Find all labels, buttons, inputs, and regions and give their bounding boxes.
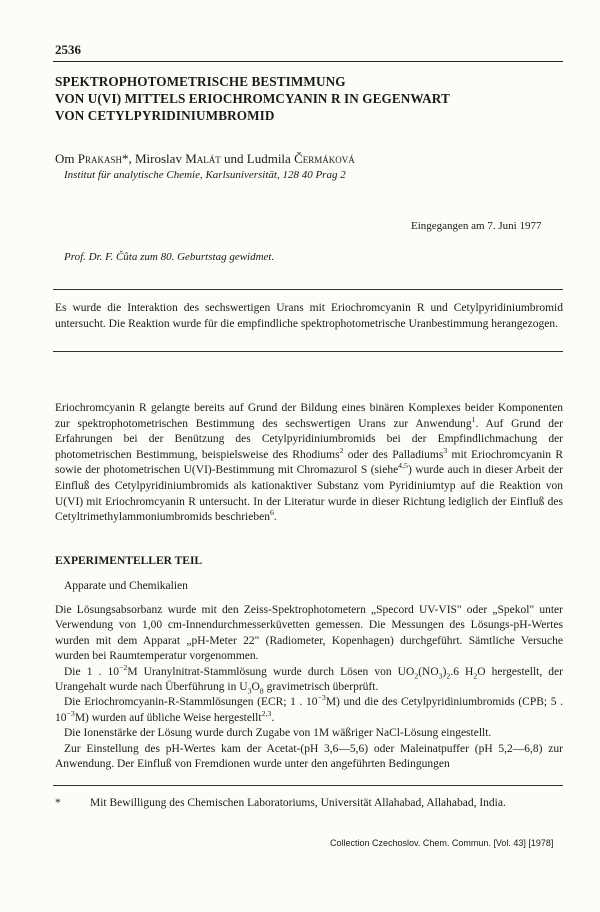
intro-paragraph bbox=[55, 401, 563, 526]
author-last-name: Prakash bbox=[77, 151, 122, 166]
received-date: Eingegangen am 7. Juni 1977 bbox=[411, 220, 542, 232]
author-last-name: Malát bbox=[185, 151, 221, 166]
body-paragraph: Die Lösungsabsorbanz wurde mit den Zeiss-Spektrophotometern „Specord UV-VIS" oder „Spekol" unter Verwendung von 1,00 cm-Innendurchmesserküvetten gemessen. Die Messungen des Lösungs-pH-Wertes wurden mit dem Apparat „pH-Meter 22" (Radiometer, Kopenhagen) durchgeführt. Sämtliche Versuche wurden bei Raumtemperatur vorgenommen. bbox=[55, 604, 563, 663]
experimental-body bbox=[55, 603, 563, 772]
author-separator: und Ludmila bbox=[220, 151, 295, 166]
affiliation: Institut für analytische Chemie, Karlsuniversität, 128 40 Prag 2 bbox=[64, 169, 346, 181]
page-number: 2536 bbox=[55, 42, 81, 57]
footnote-mark: * bbox=[55, 797, 61, 809]
title-line: SPEKTROPHOTOMETRISCHE BESTIMMUNG bbox=[55, 74, 346, 89]
intro-text: oder des Palladiums bbox=[343, 448, 444, 461]
intro-text: . Auf Grund der Erfahrungen bei der Benützung des Cetylpyridiniumbromids bei der Empfindlichmachung der photometrischen Bestimmung, beispielsweise des Rhodiums bbox=[55, 417, 563, 461]
body-paragraph: Die Eriochromcyanin-R-Stammlösungen (ECR; 1 . $10^{-3}M$) und die des Cetylpyridiniumbromids (CPB; 5 . $10^{-3}M$) wurden auf übliche Weise hergestellt$^{2,3}$. bbox=[55, 693, 563, 724]
intro-text: . bbox=[273, 511, 277, 524]
reference-mark[interactable]: 1 bbox=[471, 414, 476, 424]
abstract-rule-top bbox=[53, 289, 563, 290]
subsection-heading: Apparate und Chemikalien bbox=[64, 580, 188, 592]
intro-text: Eriochromcyanin R gelangte bereits auf Grund der Bildung eines binären Komplexes beider Komponenten zur spektrophotometrischen Bestimmung des sechswertigen Urans zur Anwendung bbox=[55, 402, 563, 430]
abstract-rule-bottom bbox=[53, 351, 563, 352]
footnote-text: Mit Bewilligung des Chemischen Laboratoriums, Universität Allahabad, Allahabad, India. bbox=[90, 797, 506, 809]
dedication: Prof. Dr. F. Čůta zum 80. Geburtstag gewidmet. bbox=[64, 251, 275, 263]
header-rule bbox=[53, 61, 563, 62]
title-line: VON CETYLPYRIDINIUMBROMID bbox=[55, 108, 275, 123]
author-footnote-mark: * bbox=[122, 151, 129, 166]
body-paragraph: Die Ionenstärke der Lösung wurde durch Zugabe von 1M wäßriger NaCl-Lösung eingestellt. bbox=[64, 727, 492, 740]
reference-mark[interactable]: 3 bbox=[443, 445, 448, 455]
journal-citation: Collection Czechoslov. Chem. Commun. [Vol. 43] [1978] bbox=[330, 838, 554, 848]
reference-mark[interactable]: 2 bbox=[339, 445, 344, 455]
section-heading: EXPERIMENTELLER TEIL bbox=[55, 555, 203, 567]
reference-mark[interactable]: 6 bbox=[269, 508, 274, 518]
author-list bbox=[55, 151, 355, 167]
intro-text: mit Eriochromcyanin R sowie der photometrischen U(VI)-Bestimmung mit Chromazurol S (siehe bbox=[55, 448, 563, 477]
author-first-name: Om bbox=[55, 151, 78, 166]
reference-mark[interactable]: 4,5 bbox=[398, 461, 408, 471]
reference-mark[interactable]: 2,3 bbox=[261, 709, 272, 719]
intro-text: ) wurde auch in dieser Arbeit der Einfluß des Cetylpyridiniumbromids als kationaktiver Substanz vom Pyridiniumtyp auf die Reaktion von U(VI) mit Eriochromcyanin R untersucht. In der Literatur wurde in dieser Richtung lediglich der Einfluß des Cetyltrimethylammoniumbromids beschrieben bbox=[55, 464, 563, 524]
abstract: Es wurde die Interaktion des sechswertigen Urans mit Eriochromcyanin R und Cetylpyridiniumbromid untersucht. Die Reaktion wurde für die empfindliche spektrophotometrische Uranbestimmung herangezogen. bbox=[55, 302, 563, 331]
title-line: VON U(VI) MITTELS ERIOCHROMCYANIN R IN GEGENWART bbox=[55, 91, 450, 106]
author-separator: , Miroslav bbox=[128, 151, 186, 166]
article-title bbox=[55, 73, 575, 124]
body-paragraph: Die 1 . $10^{-2}M$ Uranylnitrat-Stammlösung wurde durch Lösen von $UO_2(NO_3)_2.6$ $H_2O$ hergestellt, der Urangehalt wurde nach Überführung in $U_3O_8$ gravimetrisch überprüft. bbox=[55, 662, 563, 696]
footnote-rule bbox=[53, 785, 563, 786]
author-last-name: Čermáková bbox=[294, 151, 355, 166]
body-paragraph: Zur Einstellung des pH-Wertes kam der Acetat-(pH 3,6—5,6) oder Maleinatpuffer (pH 5,2—6,8) zur Anwendung. Der Einfluß von Fremdionen wurde unter den angeführten Bedingungen bbox=[55, 742, 563, 771]
